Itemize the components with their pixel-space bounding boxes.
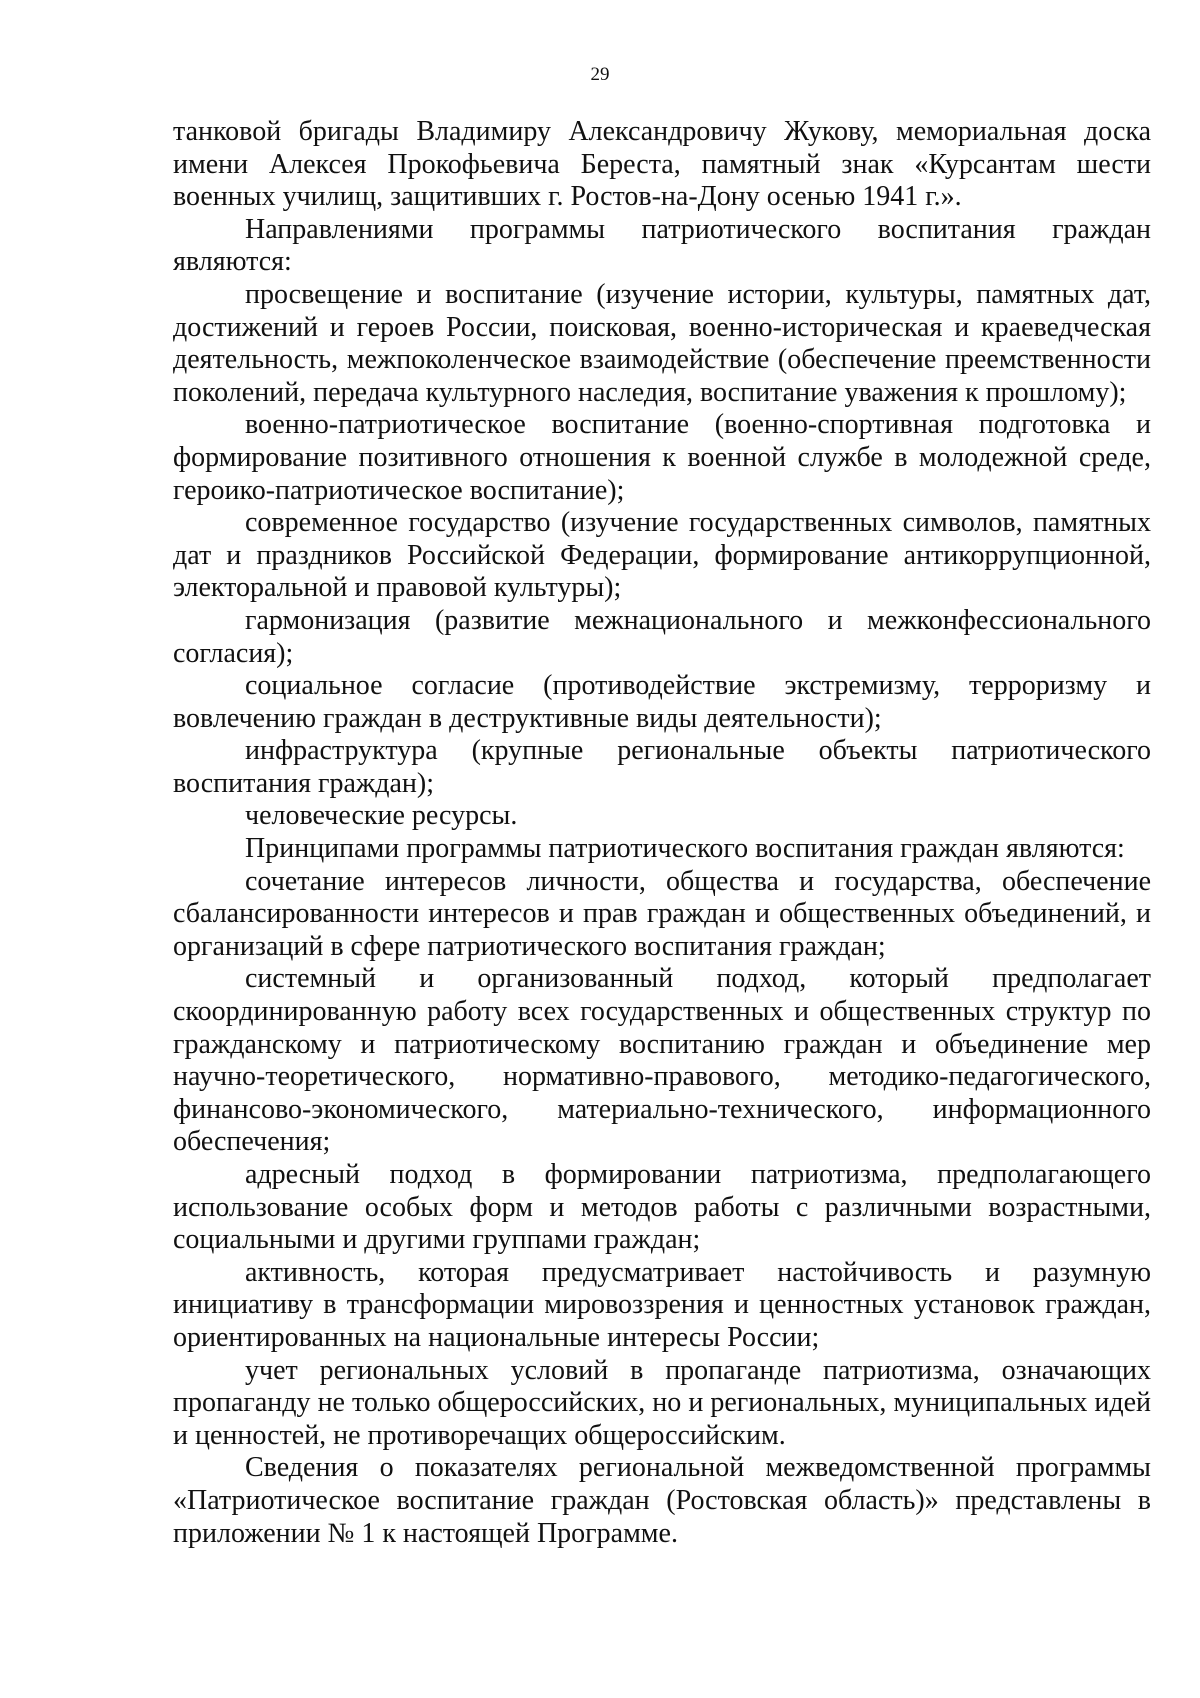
paragraph-direction-human-resources: человеческие ресурсы.: [245, 800, 518, 832]
paragraph-principle-systemic: системный и организованный подход, который предполагает скоординированную работу всех государственных и общественных структур по гражданскому и патриотическому воспитанию граждан и объединение мер научно-теоретического, нормативно-правового, методико-педагогического, финансово-экономического, материально-технического, информационного обеспечения;: [173, 963, 1151, 1158]
paragraph-direction-education: просвещение и воспитание (изучение истории, культуры, памятных дат, достижений и героев России, поисковая, военно-историческая и краеведческая деятельность, межпоколенческое взаимодействие (обеспечение преемственности поколений, передача культурного наследия, воспитание уважения к прошлому);: [173, 278, 1151, 408]
paragraph-directions-intro: Направлениями программы патриотического воспитания граждан являются:: [173, 213, 1151, 278]
paragraph-principle-targeted: адресный подход в формировании патриотизма, предполагающего использование особых форм и методов работы с различными возрастными, социальными и другими группами граждан;: [173, 1159, 1151, 1256]
paragraph-principle-activity: активность, которая предусматривает настойчивость и разумную инициативу в трансформации мировоззрения и ценностных установок граждан, ориентированных на национальные интересы России;: [173, 1256, 1151, 1353]
paragraph-indicators-reference: Сведения о показателях региональной межведомственной программы «Патриотическое воспитание граждан (Ростовская область)» представлены в приложении № 1 к настоящей Программе.: [173, 1452, 1151, 1549]
paragraph-principles-intro: Принципами программы патриотического воспитания граждан являются:: [245, 833, 1125, 865]
paragraph-direction-social-accord: социальное согласие (противодействие экстремизму, терроризму и вовлечению граждан в деструктивные виды деятельности);: [173, 670, 1151, 734]
paragraph-direction-infrastructure: инфраструктура (крупные региональные объекты патриотического воспитания граждан);: [173, 735, 1151, 799]
paragraph-direction-state: современное государство (изучение государственных символов, памятных дат и праздников Российской Федерации, формирование антикоррупционной, электоральной и правовой культуры);: [173, 507, 1151, 604]
page-number: 29: [590, 64, 610, 85]
paragraph-principle-regional: учет региональных условий в пропаганде патриотизма, означающих пропаганду не только общероссийских, но и региональных, муниципальных идей и ценностей, не противоречащих общероссийским.: [173, 1354, 1151, 1451]
paragraph-principle-balance: сочетание интересов личности, общества и государства, обеспечение сбалансированности интересов и прав граждан и общественных объединений, и организаций в сфере патриотического воспитания граждан;: [173, 865, 1151, 962]
paragraph-continuation: танковой бригады Владимиру Александровичу Жукову, мемориальная доска имени Алексея Прокофьевича Береста, памятный знак «Курсантам шести военных училищ, защитивших г. Ростов-на-Дону осенью 1941 г.».: [173, 116, 1151, 213]
document-body: [173, 116, 1151, 1550]
paragraph-direction-harmonization: гармонизация (развитие межнационального и межконфессионального согласия);: [173, 604, 1151, 669]
paragraph-direction-military: военно-патриотическое воспитание (военно-спортивная подготовка и формирование позитивного отношения к военной службе в молодежной среде, героико-патриотическое воспитание);: [173, 409, 1151, 506]
